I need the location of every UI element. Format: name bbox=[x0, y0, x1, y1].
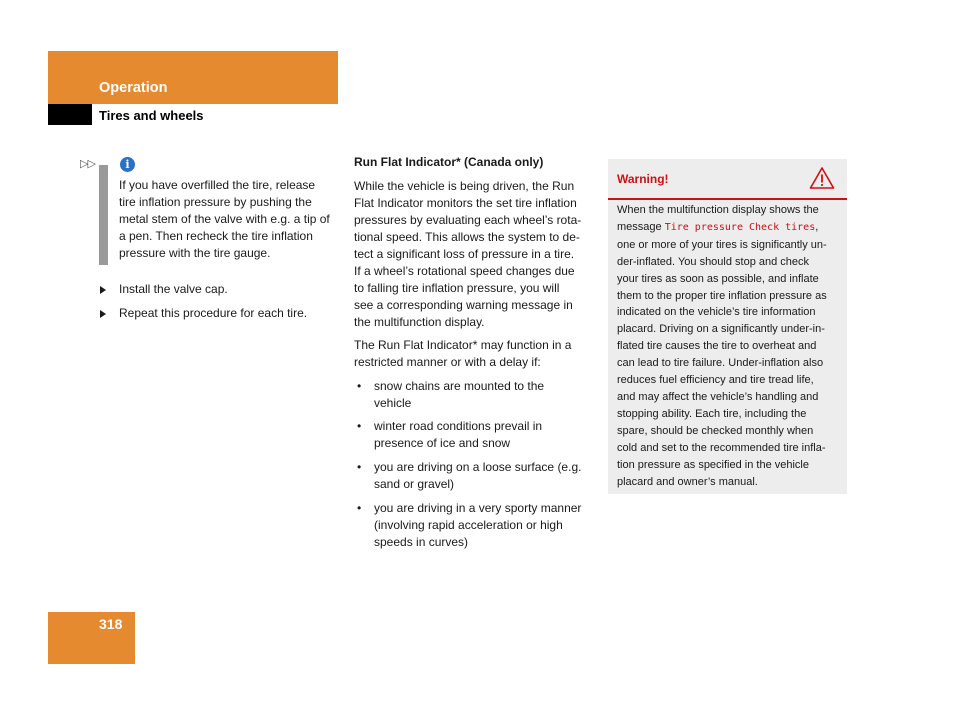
warning-line: tion pressure as specified in the vehicle bbox=[617, 458, 809, 471]
warning-line: placard and owner’s manual. bbox=[617, 475, 758, 488]
list-item bbox=[357, 378, 596, 412]
run-flat-heading: Run Flat Indicator* (Canada only) bbox=[354, 155, 544, 169]
info-note-text bbox=[119, 177, 341, 262]
warning-line: reduces fuel efficiency and tire tread life, bbox=[617, 374, 814, 387]
warning-text bbox=[617, 202, 841, 490]
warning-line: When the multifunction display shows the bbox=[617, 204, 819, 216]
para-line: If a wheel’s rotational speed changes due bbox=[354, 264, 575, 278]
note-sidebar-bar bbox=[99, 165, 108, 265]
warning-line: your tires as soon as possible, and inflate bbox=[617, 272, 819, 285]
warning-line-text: message bbox=[617, 220, 665, 233]
warning-line: der-inflated. You should stop and check bbox=[617, 255, 810, 268]
step-text: Install the valve cap. bbox=[119, 282, 228, 296]
step-install-valve-cap bbox=[119, 281, 228, 298]
subsection-title: Tires and wheels bbox=[99, 108, 204, 123]
note-line: tire inflation pressure by pushing the bbox=[119, 195, 312, 209]
list-item-line: winter road conditions prevail in bbox=[374, 419, 543, 433]
list-item-line: presence of ice and snow bbox=[374, 436, 511, 450]
bullet-dot: • bbox=[357, 379, 362, 393]
display-message: Tire pressure Check tires bbox=[664, 221, 816, 233]
step-arrow-icon bbox=[100, 286, 106, 294]
step-repeat-procedure bbox=[119, 305, 307, 322]
bullet-dot: • bbox=[357, 501, 362, 515]
warning-line: one or more of your tires is significantly un- bbox=[617, 238, 827, 251]
info-icon: i bbox=[120, 157, 135, 172]
list-item bbox=[357, 500, 596, 551]
list-item-line: (involving rapid acceleration or high bbox=[374, 518, 563, 532]
para-line: pressures by evaluating each wheel’s rota- bbox=[354, 213, 582, 227]
section-tab-marker bbox=[48, 104, 92, 125]
section-title: Operation bbox=[99, 80, 168, 96]
note-line: a pen. Then recheck the tire inflation bbox=[119, 229, 313, 243]
step-arrow-icon bbox=[100, 310, 106, 318]
warning-line: cold and set to the recommended tire infla- bbox=[617, 441, 826, 454]
warning-line bbox=[617, 219, 841, 237]
warning-line-text: , bbox=[815, 220, 819, 233]
para-line: to falling tire inflation pressure, you will bbox=[354, 281, 560, 295]
list-item-line: vehicle bbox=[374, 396, 412, 410]
continued-marker: ▷▷ bbox=[80, 158, 95, 170]
warning-line: stopping ability. Each tire, including the bbox=[617, 407, 807, 420]
list-item-line: snow chains are mounted to the bbox=[374, 379, 545, 393]
list-item-line: speeds in curves) bbox=[374, 535, 469, 549]
warning-title: Warning! bbox=[617, 172, 669, 186]
list-item bbox=[357, 459, 596, 493]
bullet-dot: • bbox=[357, 460, 362, 474]
warning-line: placard. Driving on a significantly under-in- bbox=[617, 323, 825, 336]
note-line: If you have overfilled the tire, release bbox=[119, 178, 316, 192]
note-line: pressure with the tire gauge. bbox=[119, 246, 271, 260]
para-line: The Run Flat Indicator* may function in a bbox=[354, 338, 572, 352]
para-line: restricted manner or with a delay if: bbox=[354, 355, 541, 369]
page-number: 318 bbox=[99, 616, 123, 632]
warning-line: and may affect the vehicle’s handling and bbox=[617, 390, 819, 403]
step-text: Repeat this procedure for each tire. bbox=[119, 306, 308, 320]
para-line: While the vehicle is being driven, the Run bbox=[354, 179, 575, 193]
warning-line: spare, should be checked monthly when bbox=[617, 424, 814, 437]
warning-line: indicated on the vehicle’s tire information bbox=[617, 306, 816, 319]
list-item-line: you are driving on a loose surface (e.g. bbox=[374, 460, 582, 474]
list-item-line: sand or gravel) bbox=[374, 477, 455, 491]
para-line: the multifunction display. bbox=[354, 315, 485, 329]
list-item bbox=[357, 418, 596, 452]
note-line: metal stem of the valve with e.g. a tip of bbox=[119, 212, 330, 226]
list-item-line: you are driving in a very sporty manner bbox=[374, 501, 582, 515]
warning-triangle-icon bbox=[809, 166, 835, 190]
warning-line: flated tire causes the tire to overheat and bbox=[617, 340, 817, 353]
header-band bbox=[48, 51, 338, 104]
warning-line: can lead to tire failure. Under-inflation also bbox=[617, 357, 824, 370]
para-line: tect a significant loss of pressure in a tire. bbox=[354, 247, 575, 261]
run-flat-restrictions-intro bbox=[354, 337, 596, 371]
para-line: see a corresponding warning message in bbox=[354, 298, 573, 312]
bullet-dot: • bbox=[357, 419, 362, 433]
para-line: Flat Indicator monitors the set tire inflation bbox=[354, 196, 577, 210]
run-flat-description bbox=[354, 178, 596, 331]
warning-line: them to the proper tire inflation pressure as bbox=[617, 289, 827, 302]
para-line: tional speed. This allows the system to de- bbox=[354, 230, 580, 244]
